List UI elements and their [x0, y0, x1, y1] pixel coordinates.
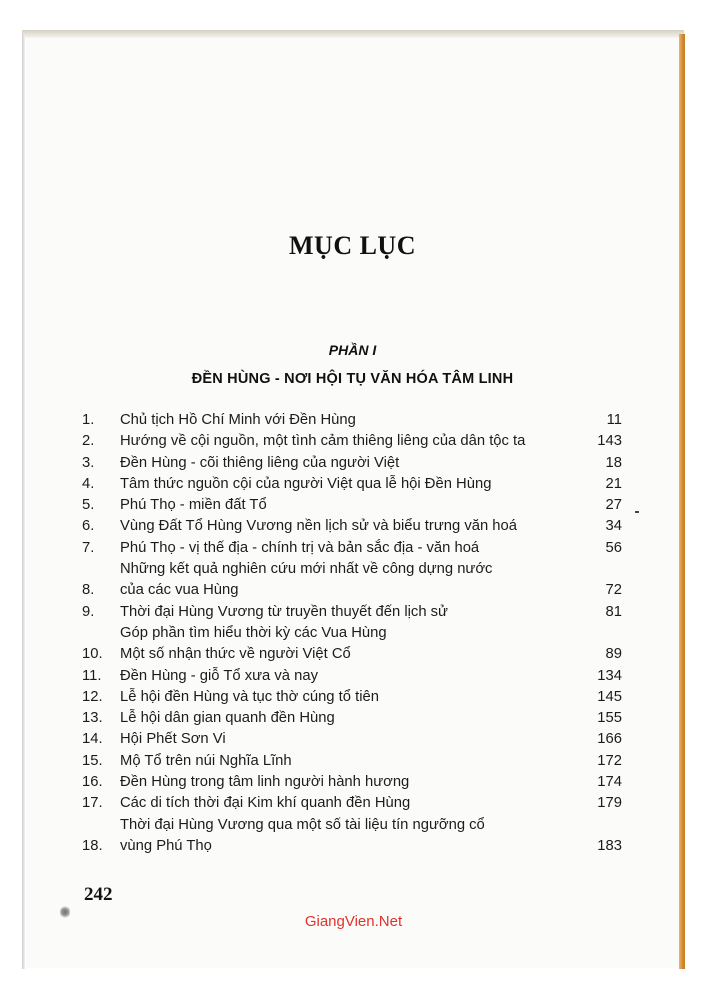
part-label: PHẦN I: [328, 342, 377, 358]
toc-entry-number: 16.: [82, 774, 103, 791]
toc-entry: [82, 815, 622, 858]
toc-entry: [82, 666, 622, 687]
part-title: ĐỀN HÙNG - NƠI HỘI TỤ VĂN HÓA TÂM LINH: [191, 371, 514, 387]
toc-entry: [82, 431, 622, 452]
page-title: MỤC LỤC: [289, 231, 416, 260]
toc-entry-page: 21: [605, 475, 622, 492]
toc-entry: [82, 793, 622, 814]
toc-entry-page: 72: [605, 582, 622, 599]
toc-entry-number: 18.: [82, 837, 103, 854]
toc-entry-title-line: Thời đại Hùng Vương từ truyền thuyết đến lịch sử: [120, 603, 448, 620]
page-left-edge: [22, 34, 25, 969]
toc-entry-title-line: Các di tích thời đại Kim khí quanh đền Hùng: [120, 795, 411, 812]
toc-entry-title-line: Những kết quả nghiên cứu mới nhất về công dựng nước: [120, 561, 493, 578]
toc-entry-number: 9.: [82, 603, 95, 620]
toc-entry-number: 3.: [82, 454, 95, 471]
toc-entry-page: 179: [597, 795, 622, 812]
toc-entry-title-line: Hướng về cội nguồn, một tình cảm thiêng liêng của dân tộc ta: [120, 433, 526, 450]
toc-entry-page: 143: [597, 433, 622, 450]
toc-entry-title-line: của các vua Hùng: [120, 582, 239, 599]
toc-entry-title: [120, 708, 582, 729]
toc-entry-number: 4.: [82, 475, 95, 492]
toc-entry-title: [120, 410, 582, 431]
toc-entry-page: 174: [597, 774, 622, 791]
toc-entry-page: 172: [597, 752, 622, 769]
toc-entry-page: 11: [606, 412, 622, 428]
toc-entry-title: [120, 474, 582, 495]
toc-entry-title-line: Một số nhận thức về người Việt Cổ: [120, 646, 351, 663]
toc-entry-page: 166: [597, 731, 622, 748]
toc-entry-title-line: Đền Hùng trong tâm linh người hành hương: [120, 774, 410, 791]
toc-entry-title: [120, 666, 582, 687]
toc-entry-title: [120, 602, 582, 623]
toc-entry-title-line: Phú Thọ - vị thế địa - chính trị và bản sắc địa - văn hoá: [120, 539, 480, 556]
toc-entry-number: 17.: [82, 795, 103, 812]
toc-entry-page: 145: [597, 688, 622, 705]
toc-entry-title-line: vùng Phú Thọ: [120, 837, 212, 854]
toc-entry-page: 56: [605, 539, 622, 556]
toc-entry-title-line: Chủ tịch Hồ Chí Minh với Đền Hùng: [120, 412, 356, 428]
toc-entry-page: 81: [605, 603, 622, 620]
table-of-contents: [82, 410, 622, 857]
toc-entry-title: [120, 815, 582, 858]
toc-entry-title: [120, 687, 582, 708]
toc-entry-number: 7.: [82, 539, 95, 556]
toc-entry-title-line: Vùng Đất Tổ Hùng Vương nền lịch sử và biểu trưng văn hoá: [120, 518, 517, 535]
toc-entry: [82, 474, 622, 495]
toc-entry-number: 10.: [82, 646, 103, 663]
toc-entry-page: 134: [597, 667, 622, 684]
toc-entry: [82, 687, 622, 708]
toc-entry-title: [120, 751, 582, 772]
toc-entry: [82, 602, 622, 623]
page-top-edge: [22, 30, 684, 38]
toc-entry-title-line: Góp phần tìm hiểu thời kỳ các Vua Hùng: [120, 624, 387, 641]
toc-entry: [82, 495, 622, 516]
toc-entry-title: [120, 453, 582, 474]
toc-entry-title: [120, 793, 582, 814]
toc-entry-page: 155: [597, 710, 622, 727]
toc-entry-number: 14.: [82, 731, 103, 748]
toc-entry-number: 12.: [82, 688, 103, 705]
page-number: 242: [84, 884, 113, 905]
toc-entry-title: [120, 431, 582, 452]
toc-entry: [82, 708, 622, 729]
toc-entry: [82, 559, 622, 602]
toc-entry: [82, 772, 622, 793]
toc-entry-title: [120, 495, 582, 516]
toc-entry-title-line: Đền Hùng - cõi thiêng liêng của người Việt: [120, 454, 400, 471]
toc-entry: [82, 623, 622, 666]
toc-entry: [82, 410, 622, 431]
toc-entry-title: [120, 772, 582, 793]
toc-entry-title-line: Hội Phết Sơn Vi: [120, 731, 226, 748]
toc-entry-title-line: Đền Hùng - giỗ Tổ xưa và nay: [120, 667, 318, 684]
toc-entry-page: 18: [605, 454, 622, 471]
toc-entry: [82, 751, 622, 772]
toc-entry-number: 13.: [82, 710, 103, 727]
toc-entry-number: 15.: [82, 752, 103, 769]
toc-entry-number: 8.: [82, 582, 95, 599]
toc-entry-page: 34: [605, 518, 622, 535]
toc-entry: [82, 516, 622, 537]
toc-entry-title: [120, 559, 582, 602]
ink-mark: [635, 511, 639, 513]
toc-entry-title-line: Thời đại Hùng Vương qua một số tài liệu tín ngưỡng cổ: [120, 816, 485, 833]
toc-entry-number: 11.: [82, 667, 102, 684]
toc-entry-title-line: Lễ hội dân gian quanh đền Hùng: [120, 710, 335, 727]
toc-entry-number: 2.: [82, 433, 95, 450]
watermark-text[interactable]: GiangVien.Net: [304, 913, 403, 930]
toc-entry: [82, 729, 622, 750]
page-right-edge: [679, 34, 685, 969]
toc-entry-title: [120, 623, 582, 666]
toc-entry-title: [120, 729, 582, 750]
toc-entry-title-line: Lễ hội đền Hùng và tục thờ cúng tổ tiên: [120, 688, 379, 705]
toc-entry-page: 89: [605, 646, 622, 663]
toc-entry-title: [120, 538, 582, 559]
toc-entry-title-line: Phú Thọ - miền đất Tổ: [120, 497, 267, 514]
toc-entry-title: [120, 516, 582, 537]
toc-entry-number: 6.: [82, 518, 95, 535]
toc-entry: [82, 453, 622, 474]
toc-entry-page: 27: [605, 497, 622, 514]
toc-entry-number: 1.: [82, 412, 95, 428]
book-page: [26, 38, 679, 968]
toc-entry: [82, 538, 622, 559]
toc-entry-number: 5.: [82, 497, 95, 514]
toc-entry-page: 183: [597, 837, 622, 854]
toc-entry-title-line: Mộ Tổ trên núi Nghĩa Lĩnh: [120, 752, 292, 769]
toc-entry-title-line: Tâm thức nguồn cội của người Việt qua lễ hội Đền Hùng: [120, 475, 492, 492]
